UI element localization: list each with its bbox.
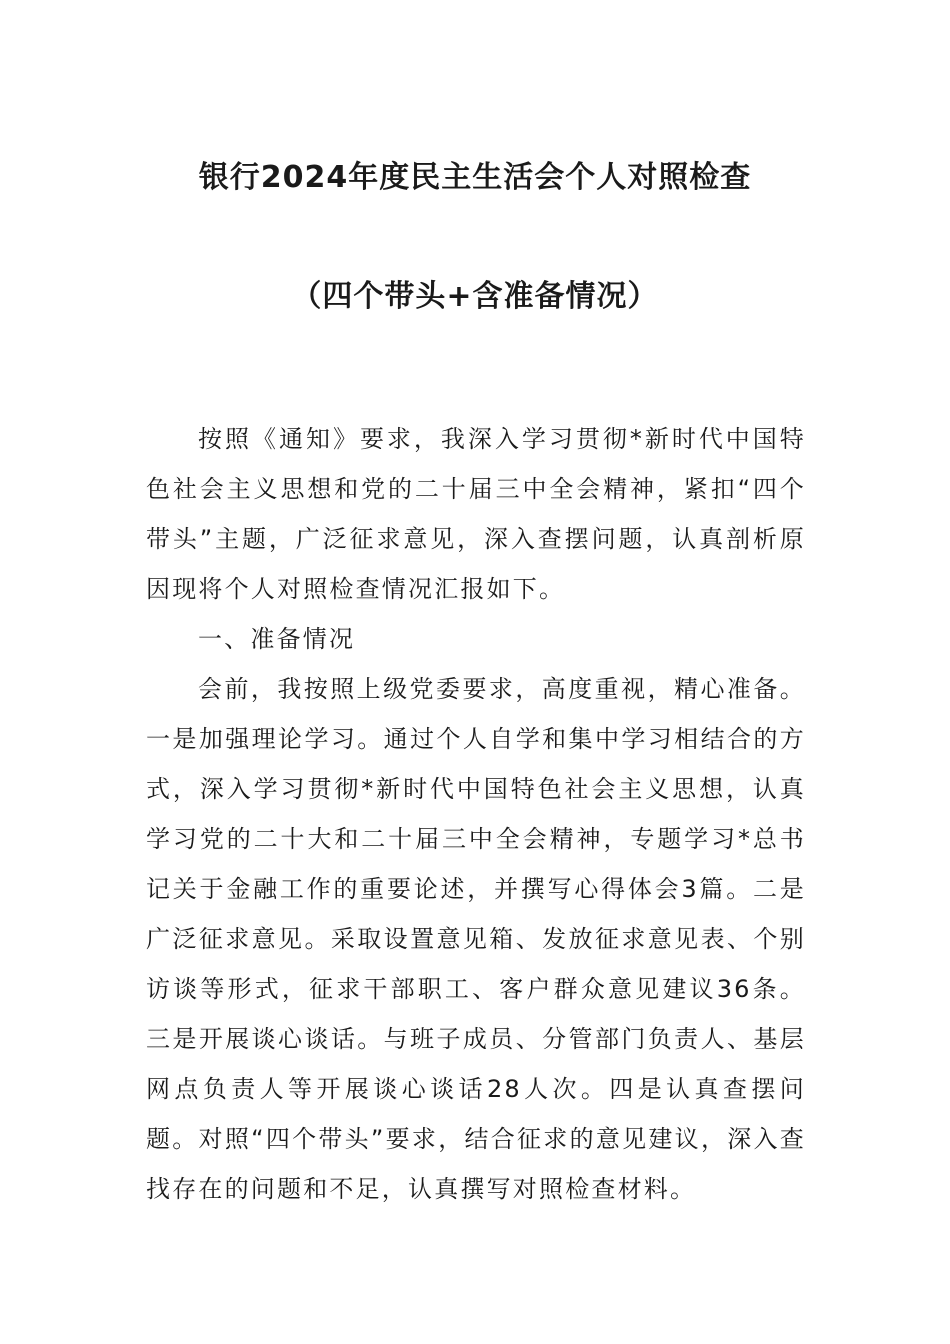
preparation-paragraph: 会前，我按照上级党委要求，高度重视，精心准备。一是加强理论学习。通过个人自学和集中学习相结合的方式，深入学习贯彻*新时代中国特色社会主义思想，认真学习党的二十大和二十届三中全会精神，专题学习*总书记关于金融工作的重要论述，并撰写心得体会3篇。二是广泛征求意见。采取设置意见箱、发放征求意见表、个别访谈等形式，征求干部职工、客户群众意见建议36条。三是开展谈心谈话。与班子成员、分管部门负责人、基层网点负责人等开展谈心谈话28人次。四是认真查摆问题。对照“四个带头”要求，结合征求的意见建议，深入查找存在的问题和不足，认真撰写对照检查材料。 <box>146 675 806 1203</box>
document-title: 银行2024年度民主生活会个人对照检查 <box>198 160 752 195</box>
intro-paragraph: 按照《通知》要求，我深入学习贯彻*新时代中国特色社会主义思想和党的二十届三中全会精神，紧扣“四个带头”主题，广泛征求意见，深入查摆问题，认真剖析原因现将个人对照检查情况汇报如下。 <box>146 425 806 603</box>
document-body <box>146 414 806 1214</box>
document-subtitle: （四个带头+含准备情况） <box>291 279 659 314</box>
section-heading-preparation: 一、准备情况 <box>198 625 356 653</box>
